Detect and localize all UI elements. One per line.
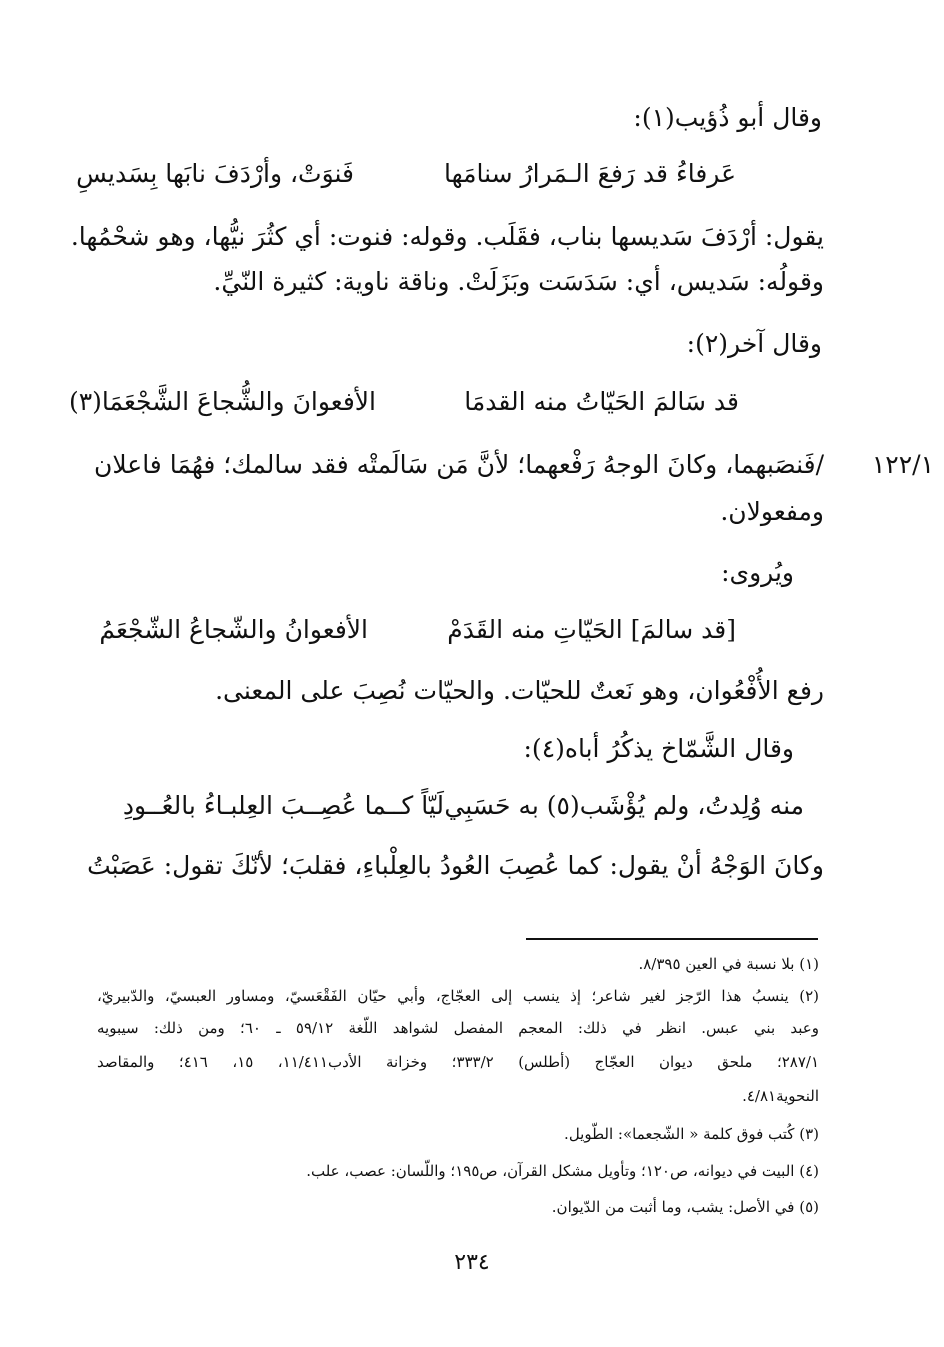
commentary-line-3: /فَنصَبهما، وكانَ الوجهُ رَفْعهما؛ لأنَّ مَن سَالَمتْه فقد سالمك؛ فهُمَا فاعلان <box>94 450 824 479</box>
footnote-2-line-1: (٢) ينسبُ هذا الرّجز لغير شاعر؛ إذ ينسب إلى العجّاج، وأبي حيّان الفَقْعَسيّ، ومساور العبسيّ، والدّبيريّ، <box>97 987 819 1005</box>
verse-3-hemistich-2: الأفعوانُ والشّجاعُ الشّجْعَمُ <box>99 615 368 644</box>
footnote-2-line-3: ٢٨٧/١؛ ملحق ديوان العجّاج (أطلس) ٣٣٣/٢؛ وخزانة الأدب١١/٤١١، ١٥، ٤١٦؛ والمقاصد <box>97 1053 819 1071</box>
intro-line-shammakh: وقال الشَّمّاخ يذكُرُ أباه(٤): <box>523 734 794 763</box>
verse-1-hemistich-1: عَرفاءُ قد رَفعَ الـمَرارُ سنامَها <box>443 159 736 188</box>
intro-line-abu-dhuayb: وقال أبو ذُؤيب(١): <box>633 103 822 132</box>
verse-4-hemistich-1: منه وُلِدتُ، ولم يُؤْشَب(٥) به حَسَبِي <box>444 791 804 820</box>
page-number: ٢٣٤ <box>454 1250 490 1275</box>
footnote-3: (٣) كُتب فوق كلمة « الشّجعما»: الطّويل. <box>564 1125 819 1143</box>
commentary-line-6: وكانَ الوَجْهُ أنْ يقول: كما عُصِبَ العُودُ بالعِلْباءِ، فقلبَ؛ لأنّكَ تقول: عَصَبْتُ <box>87 851 824 880</box>
footnote-4: (٤) البيت في ديوانه، ص١٢٠؛ وتأويل مشكل القرآن، ص١٩٥؛ واللّسان: عصب، علب. <box>306 1162 819 1180</box>
verse-1-hemistich-2: فَنوَتْ، وأرْدَفَ نابَها بِسَديسِ <box>76 159 354 188</box>
commentary-line-4: ومفعولان. <box>720 497 824 526</box>
intro-line-yurwa: ويُروى: <box>721 558 794 587</box>
footnote-5: (٥) في الأصل: يشب، وما أثبت من الدّيوان. <box>551 1198 819 1216</box>
commentary-line-2: وقولُه: سَديس، أي: سَدَسَت وبَزَلَتْ. وناقة ناوية: كثيرة النّيِّ. <box>213 267 824 296</box>
verse-2-hemistich-1: قد سَالمَ الحَيّاتُ منه القدمَا <box>464 387 739 416</box>
verse-4-hemistich-2: لَيّاً كــما عُصِــبَ العِلبـاءُ بالعُــودِ <box>122 791 444 820</box>
footnote-2-line-4: النحوية٤/٨١. <box>742 1087 819 1105</box>
marginal-folio-reference: ١٢٢/١ <box>871 450 934 479</box>
verse-2-hemistich-2: الأفعوانَ والشُّجاعَ الشَّجْعَمَا(٣) <box>68 387 376 416</box>
commentary-line-1: يقول: أرْدَفَ سَديسها بناب، فقَلَب. وقوله: فنوت: أي كثُرَ نيُّها، وهو شحْمُها. <box>70 222 824 251</box>
intro-line-akhar: وقال آخر(٢): <box>686 329 822 358</box>
commentary-line-5: رفع الأُفْعُوان، وهو نَعتٌ للحيّات. والحيّات نُصِبَ على المعنى. <box>215 676 824 705</box>
verse-3-hemistich-1: [قد سالمَ] الحَيّاتِ منه القَدَمْ <box>447 615 736 644</box>
footnote-2-line-2: وعبد بني عبس. انظر في ذلك: المعجم المفصل لشواهد اللّغة ٥٩/١٢ ـ ٦٠؛ ومن ذلك: سيبويه <box>97 1019 819 1037</box>
footnote-divider <box>526 938 818 940</box>
footnote-1: (١) بلا نسبة في العين ٨/٣٩٥. <box>638 955 819 973</box>
